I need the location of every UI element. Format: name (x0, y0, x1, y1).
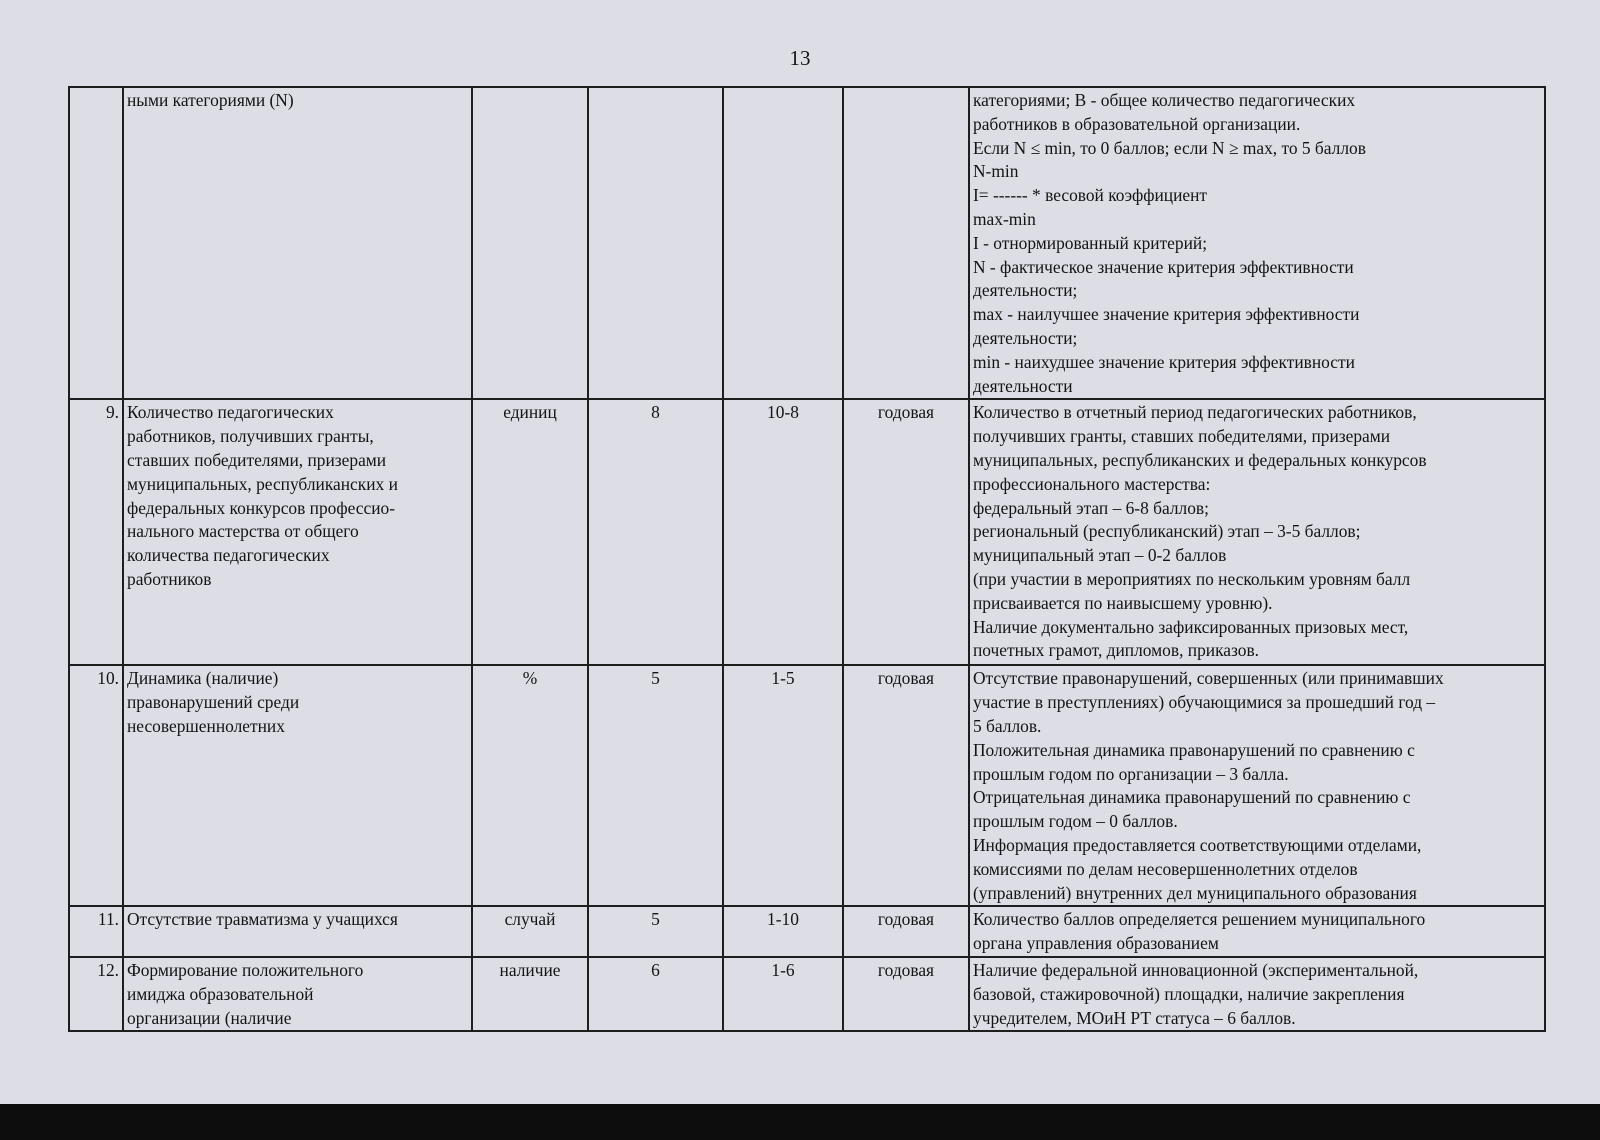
score-range-cell (723, 87, 843, 399)
criterion-description-line: Количество в отчетный период педагогических работников, (973, 402, 1417, 423)
criterion-description-line: Если N ≤ min, то 0 баллов; если N ≥ max, то 5 баллов (973, 137, 1366, 158)
criterion-name (123, 665, 472, 906)
unit-cell: наличие (472, 957, 588, 1031)
unit-cell: случай (472, 906, 588, 957)
criterion-description-line: федеральный этап – 6-8 баллов; (973, 497, 1209, 518)
criterion-name (123, 87, 472, 399)
unit-cell: % (472, 665, 588, 906)
row-number: 10. (69, 665, 123, 906)
criterion-name-line: несовершеннолетних (127, 715, 285, 736)
score-range-cell: 1-10 (723, 906, 843, 957)
criterion-description-line: категориями; В - общее количество педагогических (973, 90, 1356, 110)
row-number (69, 87, 123, 399)
criterion-description-line: почетных грамот, дипломов, приказов. (973, 640, 1260, 661)
periodicity-cell (843, 87, 969, 399)
criteria-table (68, 86, 1546, 1032)
criterion-name-line: муниципальных, республиканских и (127, 473, 398, 494)
criterion-name-line: правонарушений среди (127, 692, 300, 713)
criterion-description-line: Отсутствие правонарушений, совершенных (или принимавших (973, 668, 1444, 689)
criterion-name-line: организации (наличие (127, 1007, 292, 1028)
periodicity-cell: годовая (843, 665, 969, 906)
criterion-name-line: количества педагогических (127, 545, 330, 566)
criterion-description-line: I - отнормированный критерий; (973, 232, 1208, 253)
periodicity-cell: годовая (843, 957, 969, 1031)
criterion-description-line: max - наилучшее значение критерия эффективности (973, 304, 1360, 325)
criterion-description-line: деятельности (973, 375, 1073, 396)
criterion-description (969, 399, 1545, 665)
criterion-name-line: имиджа образовательной (127, 983, 314, 1004)
criterion-description-line: max-min (973, 208, 1036, 229)
criterion-description-line: 5 баллов. (973, 715, 1042, 736)
criterion-description-line: получивших гранты, ставших победителями, призерами (973, 426, 1391, 447)
scan-border (0, 1104, 1600, 1140)
criterion-description-line: прошлым годом – 0 баллов. (973, 811, 1178, 832)
criterion-description (969, 665, 1545, 906)
page-number: 13 (789, 46, 811, 70)
criterion-name (123, 957, 472, 1031)
criterion-description-line: деятельности; (973, 280, 1078, 301)
criterion-name-line: ставших победителями, призерами (127, 449, 387, 470)
criterion-name (123, 399, 472, 665)
max-score-cell: 8 (588, 399, 723, 665)
criterion-description (969, 906, 1545, 957)
criterion-description-line: I= ------ * весовой коэффициент (973, 185, 1208, 206)
criterion-description-line: участие в преступлениях) обучающимися за прошедший год – (973, 692, 1436, 713)
criterion-description-line: органа управления образованием (973, 933, 1219, 954)
criterion-description-line: Положительная динамика правонарушений по сравнению с (973, 739, 1415, 760)
criterion-name-line: Динамика (наличие) (127, 668, 279, 689)
criterion-description-line: присваивается по наивысшему уровню). (973, 592, 1273, 613)
criterion-description-line: работников в образовательной организации. (973, 113, 1301, 134)
criterion-description-line: Отрицательная динамика правонарушений по сравнению с (973, 787, 1411, 808)
row-number: 12. (69, 957, 123, 1031)
criterion-description-line: Информация предоставляется соответствующими отделами, (973, 834, 1422, 855)
unit-cell (472, 87, 588, 399)
criterion-description-line: прошлым годом по организации – 3 балла. (973, 763, 1289, 784)
table-row (69, 399, 1545, 665)
periodicity-cell: годовая (843, 906, 969, 957)
criterion-name-line: Отсутствие травматизма у учащихся (127, 909, 398, 930)
criterion-name-line: Формирование положительного (127, 959, 364, 980)
criterion-name-line: федеральных конкурсов профессио- (127, 497, 396, 518)
criterion-description (969, 957, 1545, 1031)
criterion-description-line: N-min (973, 161, 1019, 182)
criterion-description-line: профессионального мастерства: (973, 473, 1211, 494)
row-number: 9. (69, 399, 123, 665)
criterion-name-line: Количество педагогических (127, 402, 334, 423)
criterion-description-line: (управлений) внутренних дел муниципального образования (973, 882, 1417, 903)
criterion-description-line: N - фактическое значение критерия эффективности (973, 256, 1354, 277)
row-number: 11. (69, 906, 123, 957)
criterion-description-line: деятельности; (973, 327, 1078, 348)
periodicity-cell: годовая (843, 399, 969, 665)
unit-cell: единиц (472, 399, 588, 665)
table-row (69, 957, 1545, 1031)
criterion-name-line: ными категориями (N) (127, 90, 294, 110)
score-range-cell: 1-6 (723, 957, 843, 1031)
criterion-description-line: учредителем, МОиН РТ статуса – 6 баллов. (973, 1007, 1296, 1028)
criterion-description-line: комиссиями по делам несовершеннолетних отделов (973, 858, 1358, 879)
criterion-description-line: (при участии в мероприятиях по нескольким уровням балл (973, 568, 1411, 589)
criterion-description-line: базовой, стажировочной) площадки, наличие закрепления (973, 983, 1405, 1004)
score-range-cell: 10-8 (723, 399, 843, 665)
criterion-name-line: нального мастерства от общего (127, 521, 359, 542)
criterion-description-line: муниципальный этап – 0-2 баллов (973, 545, 1227, 566)
max-score-cell: 5 (588, 665, 723, 906)
criterion-description (969, 87, 1545, 399)
criterion-name (123, 906, 472, 957)
table-row (69, 665, 1545, 906)
max-score-cell: 6 (588, 957, 723, 1031)
criterion-description-line: региональный (республиканский) этап – 3-5 баллов; (973, 521, 1361, 542)
criterion-description-line: Наличие федеральной инновационной (экспериментальной, (973, 959, 1419, 980)
score-range-cell: 1-5 (723, 665, 843, 906)
criterion-description-line: Количество баллов определяется решением муниципального (973, 909, 1426, 930)
criterion-description-line: min - наихудшее значение критерия эффективности (973, 351, 1355, 372)
criterion-name-line: работников, получивших гранты, (127, 426, 374, 447)
criterion-description-line: муниципальных, республиканских и федеральных конкурсов (973, 449, 1427, 470)
table-row (69, 87, 1545, 399)
table-row (69, 906, 1545, 957)
max-score-cell (588, 87, 723, 399)
criterion-description-line: Наличие документально зафиксированных призовых мест, (973, 616, 1409, 637)
max-score-cell: 5 (588, 906, 723, 957)
criterion-name-line: работников (127, 568, 212, 589)
